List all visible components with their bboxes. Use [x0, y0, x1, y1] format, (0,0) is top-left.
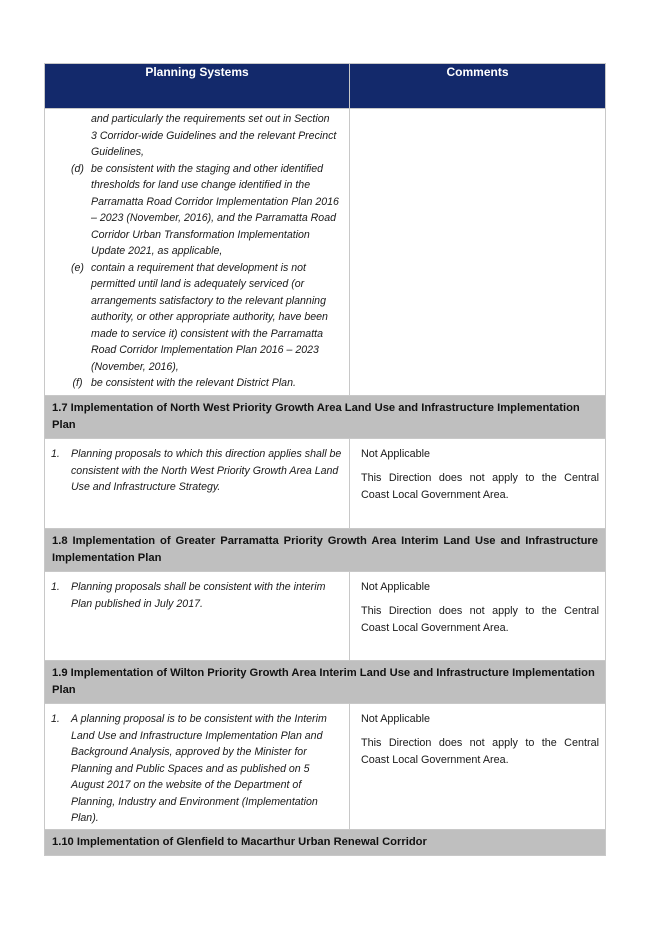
- provision-cell: [45, 439, 350, 529]
- item-label: (f): [72, 377, 83, 389]
- item-number: 1.: [51, 448, 60, 460]
- item-label: (e): [71, 261, 84, 274]
- item-label: (d): [71, 162, 84, 175]
- comment-cell: [350, 704, 606, 830]
- item-text: Planning proposals shall be consistent with the interim Plan published in July 2017.: [71, 581, 326, 610]
- comment-status: Not Applicable: [361, 581, 431, 593]
- list-item: [51, 375, 343, 392]
- continued-intro: and particularly the requirements set out in Section 3 Corridor-wide Guidelines and the relevant Precinct Guidelines,: [91, 113, 337, 158]
- section-title-row: [45, 396, 606, 439]
- table-row: [45, 704, 606, 830]
- item-number: 1.: [51, 581, 60, 593]
- section-1-10-title: 1.10 Implementation of Glenfield to Macarthur Urban Renewal Corridor: [45, 830, 606, 856]
- continued-comment-cell: [350, 109, 606, 396]
- item-text: be consistent with the relevant District Plan.: [91, 377, 296, 389]
- list-item: [51, 260, 343, 376]
- table-header-row: [45, 64, 606, 109]
- section-title-row: [45, 830, 606, 856]
- item-number: 1.: [51, 713, 60, 725]
- item-text: A planning proposal is to be consistent with the Interim Land Use and Infrastructure Implementation Plan and Background Analysis, approved by the Minister for Planning and Public Spaces and as published on 5 August 2017 on the website of the Department of Planning, Industry and Environment (Implementation Plan).: [71, 713, 327, 824]
- comments-header: Comments: [350, 64, 606, 109]
- comment-status: Not Applicable: [361, 713, 431, 725]
- comment-status: Not Applicable: [361, 448, 431, 460]
- section-1-8-title: 1.8 Implementation of Greater Parramatta Priority Growth Area Interim Land Use and Infrastructure Implementation Plan: [45, 529, 606, 572]
- continued-provisions-cell: [45, 109, 350, 396]
- item-text: Planning proposals to which this direction applies shall be consistent with the North West Priority Growth Area Land Use and Infrastructure Strategy.: [71, 448, 342, 493]
- provision-cell: [45, 704, 350, 830]
- comment-cell: [350, 439, 606, 529]
- comment-cell: [350, 572, 606, 661]
- comment-text: This Direction does not apply to the Central Coast Local Government Area.: [361, 737, 599, 766]
- table-row: [45, 572, 606, 661]
- section-1-9-title: 1.9 Implementation of Wilton Priority Growth Area Interim Land Use and Infrastructure Implementation Plan: [45, 661, 606, 704]
- planning-table: [44, 63, 606, 856]
- planning-systems-header: Planning Systems: [45, 64, 350, 109]
- table-row: [45, 109, 606, 396]
- section-title-row: [45, 529, 606, 572]
- section-title-row: [45, 661, 606, 704]
- comment-text: This Direction does not apply to the Central Coast Local Government Area.: [361, 472, 599, 501]
- comment-text: This Direction does not apply to the Central Coast Local Government Area.: [361, 605, 599, 634]
- list-item: [51, 161, 343, 260]
- table-row: [45, 439, 606, 529]
- item-text: be consistent with the staging and other identified thresholds for land use change identified in the Parramatta Road Corridor Implementation Plan 2016 – 2023 (November, 2016), and the Parramatta Road Corridor Urban Transformation Implementation Update 2021, as applicable,: [91, 162, 339, 257]
- item-text: contain a requirement that development is not permitted until land is adequately serviced (or arrangements satisfactory to the relevant planning authority, or other appropriate authority, have been made to service it) consistent with the Parramatta Road Corridor Implementation Plan 2016 – 2023 (November, 2016),: [91, 261, 328, 373]
- section-1-7-title: 1.7 Implementation of North West Priority Growth Area Land Use and Infrastructure Implementation Plan: [45, 396, 606, 439]
- provision-cell: [45, 572, 350, 661]
